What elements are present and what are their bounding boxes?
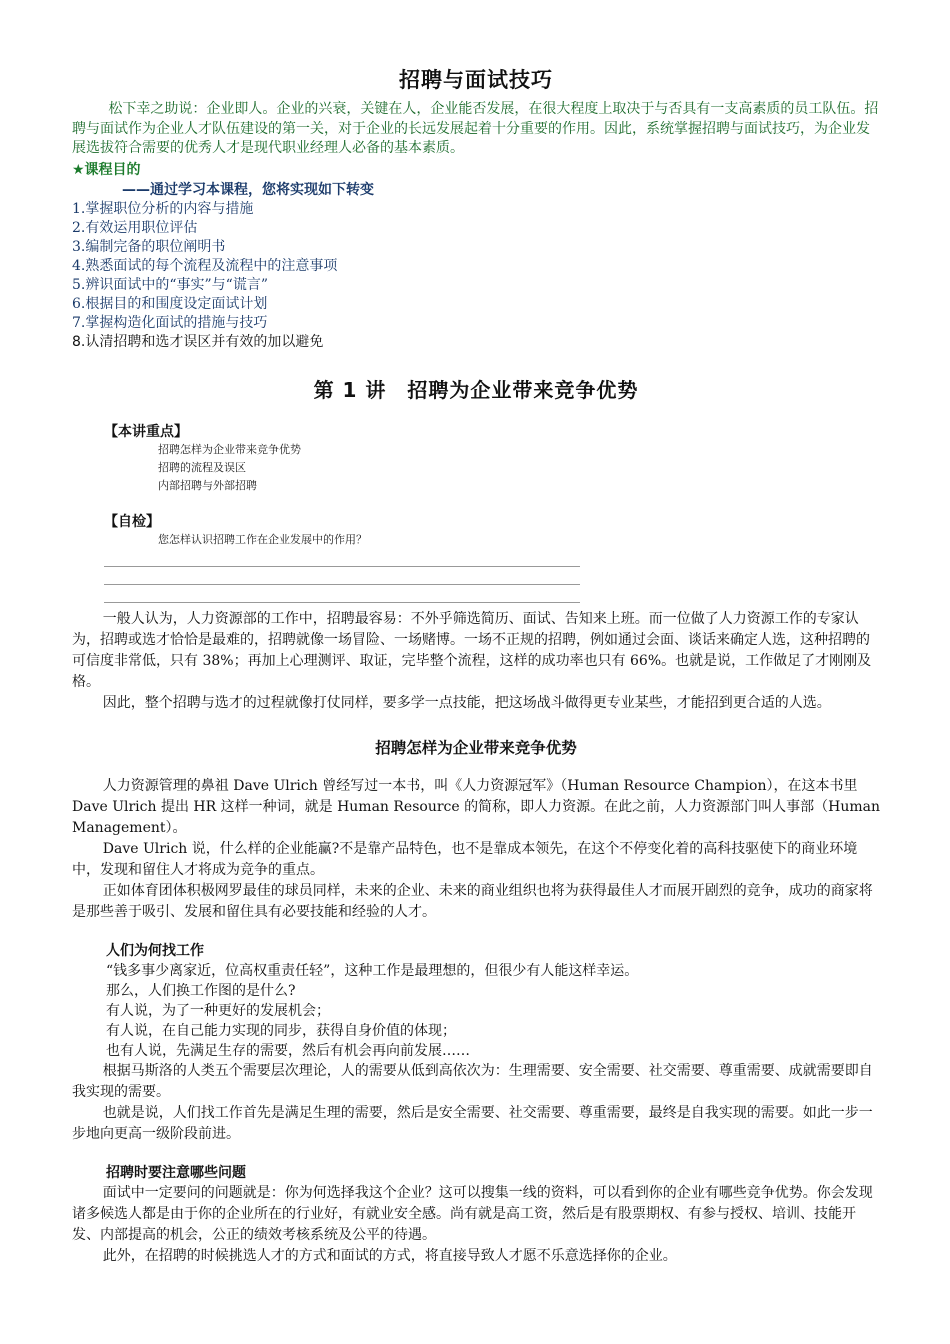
answer-line bbox=[104, 585, 580, 603]
course-goals-subheading: ——通过学习本课程，您将实现如下转变 bbox=[122, 181, 374, 198]
lecture-title: 第 1 讲 招聘为企业带来竞争优势 bbox=[313, 377, 639, 402]
course-goals-list bbox=[72, 200, 880, 352]
goal-item: 4.熟悉面试的每个流程及流程中的注意事项 bbox=[72, 257, 338, 274]
why-work-paragraph: 也就是说，人们找工作首先是满足生理的需要，然后是安全需要、社交需要、尊重需要，最终是自我实现的需要。如此一步一步地向更高一级阶段前进。 bbox=[72, 1104, 873, 1142]
attention-paragraph: 面试中一定要问的问题就是：你为何选择我这个企业？这可以搜集一线的资料，可以看到你的企业有哪些竞争优势。你会发现诸多候选人都是由于你的企业所在的行业好，有就业安全感。尚有就是高工资，然后是有股票期权、有参与授权、培训、技能开发、内部提高的机会，公正的绩效考核系统及公平的待遇。 bbox=[72, 1184, 873, 1243]
key-point-item: 招聘怎样为企业带来竞争优势 bbox=[158, 442, 301, 456]
goal-item: 1.掌握职位分析的内容与措施 bbox=[72, 200, 254, 217]
attention-paragraph: 此外，在招聘的时候挑选人才的方式和面试的方式，将直接导致人才愿不乐意选择你的企业。 bbox=[102, 1247, 677, 1264]
key-point-item: 招聘的流程及误区 bbox=[158, 460, 246, 474]
attention-heading: 招聘时要注意哪些问题 bbox=[106, 1164, 246, 1181]
goal-item: 5.辨识面试中的“事实”与“谎言” bbox=[72, 276, 268, 293]
self-check-heading: 【自检】 bbox=[104, 513, 160, 530]
why-work-line: 那么，人们换工作图的是什么? bbox=[106, 982, 296, 999]
goal-item: 6.根据目的和围度设定面试计划 bbox=[72, 295, 268, 312]
body-paragraph: 因此，整个招聘与选才的过程就像打仗同样，要多学一点技能，把这场战斗做得更专业某些，才能招到更合适的人选。 bbox=[102, 694, 831, 711]
goal-item: 7.掌握构造化面试的措施与技巧 bbox=[72, 314, 268, 331]
body-paragraph: 一般人认为，人力资源部的工作中，招聘最容易：不外乎筛选简历、面试、告知来上班。而一位做了人力资源工作的专家认为，招聘或选才恰恰是最难的，招聘就像一场冒险、一场赌博。一场不正规的招聘，例如通过会面、谈话来确定人选，这种招聘的可信度非常低，只有 38%；再加上心理测评、取证，完毕整个流程，这样的成功率也只有 66%。也就是说，工作做足了才刚刚及格。 bbox=[72, 610, 872, 690]
key-points-list bbox=[158, 441, 880, 495]
course-goals-heading: ★课程目的 bbox=[72, 161, 141, 178]
goal-item: 3.编制完备的职位阐明书 bbox=[72, 238, 226, 255]
key-points-heading: 【本讲重点】 bbox=[104, 423, 188, 440]
key-point-item: 内部招聘与外部招聘 bbox=[158, 478, 257, 492]
why-work-line: 有人说，在自己能力实现的同步，获得自身价值的体现； bbox=[106, 1022, 456, 1039]
why-work-line: 也有人说，先满足生存的需要，然后有机会再向前发展…… bbox=[106, 1042, 470, 1059]
document-page bbox=[72, 64, 880, 1267]
goal-item: 2.有效运用职位评估 bbox=[72, 219, 198, 236]
goal-item: 8.认清招聘和选才误区并有效的加以避免 bbox=[72, 333, 324, 350]
section-paragraph: Dave Ulrich 说，什么样的企业能赢?不是靠产品特色，也不是靠成本领先，在这个不停变化着的高科技驱使下的商业环境中，发现和留住人才将成为竞争的重点。 bbox=[72, 840, 858, 878]
section-title: 招聘怎样为企业带来竞争优势 bbox=[375, 738, 577, 757]
why-work-line: 有人说，为了一种更好的发展机会； bbox=[106, 1002, 330, 1019]
answer-line bbox=[104, 549, 580, 567]
self-check-question-list bbox=[158, 531, 880, 549]
why-work-heading: 人们为何找工作 bbox=[106, 942, 204, 959]
why-work-line: “钱多事少离家近，位高权重责任轻”，这种工作是最理想的，但很少有人能这样幸运。 bbox=[106, 962, 639, 979]
answer-line bbox=[104, 567, 580, 585]
self-check-question: 您怎样认识招聘工作在企业发展中的作用？ bbox=[158, 532, 367, 546]
why-work-paragraph: 根据马斯洛的人类五个需要层次理论，人的需要从低到高依次为：生理需要、安全需要、社交需要、尊重需要、成就需要即自我实现的需要。 bbox=[72, 1062, 873, 1100]
document-title: 招聘与面试技巧 bbox=[399, 68, 553, 92]
section-paragraph: 人力资源管理的鼻祖 Dave Ulrich 曾经写过一本书，叫《人力资源冠军》（Human Resource Champion），在这本书里 Dave Ulrich 提出 HR 这样一种词，就是 Human Resource 的简称，即人力资源。在此之前，人力资源部门叫人事部（Human Management）。 bbox=[72, 777, 880, 836]
intro-paragraph: 松下幸之助说：企业即人。企业的兴衰，关键在人，企业能否发展，在很大程度上取决于与否具有一支高素质的员工队伍。招聘与面试作为企业人才队伍建设的第一关，对于企业的长远发展起着十分重要的作用。因此，系统掌握招聘与面试技巧，为企业发展选拔符合需要的优秀人才是现代职业经理人必备的基本素质。 bbox=[72, 101, 879, 156]
section-paragraph: 正如体育团体积极网罗最佳的球员同样，未来的企业、未来的商业组织也将为获得最佳人才而展开剧烈的竞争，成功的商家将是那些善于吸引、发展和留住具有必要技能和经验的人才。 bbox=[72, 882, 873, 920]
